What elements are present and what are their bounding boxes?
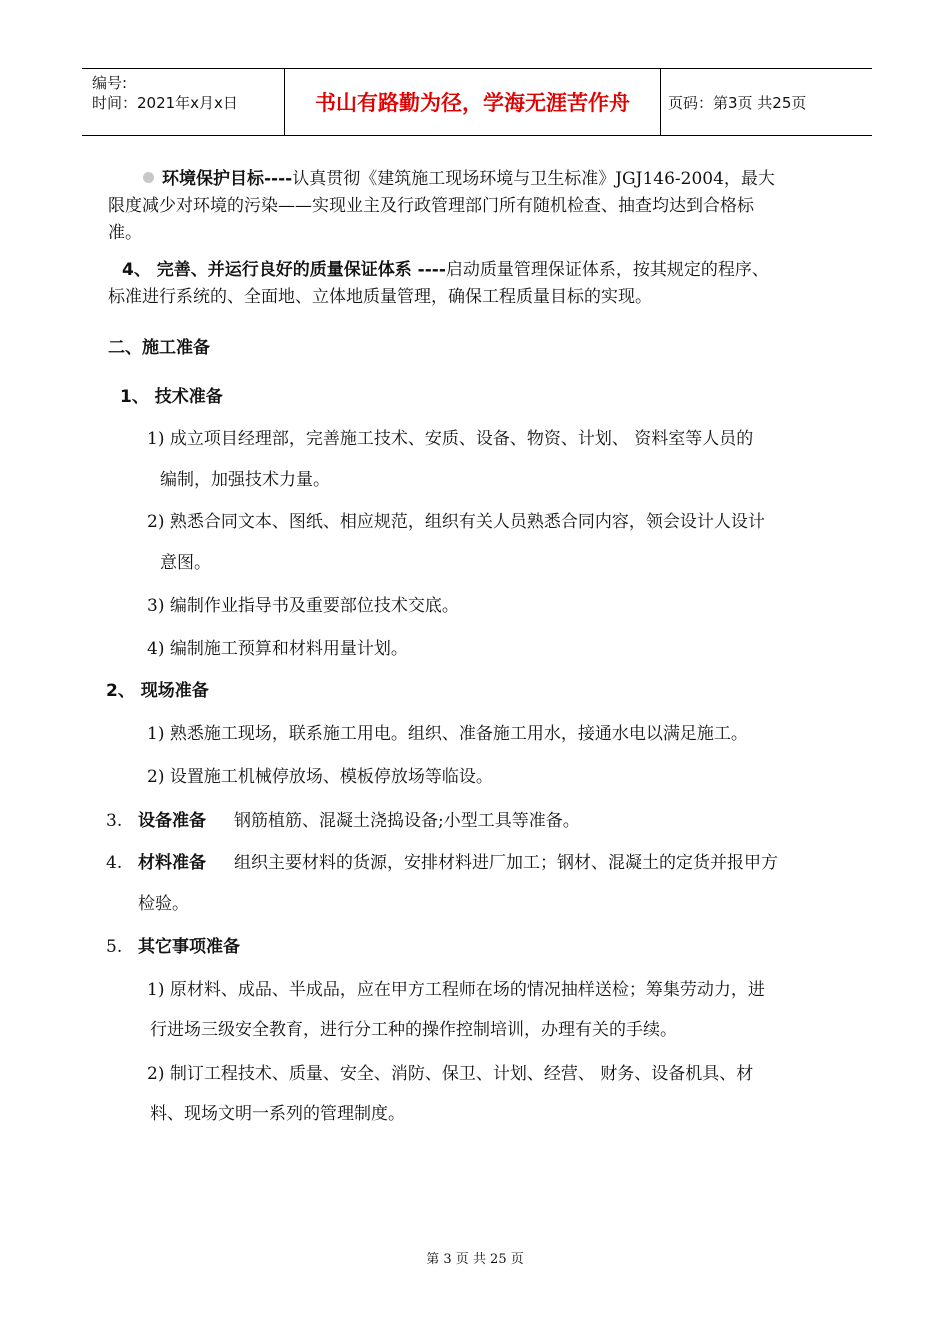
quality-system-title: 4、 完善、并运行良好的质量保证体系 ---- (122, 260, 446, 280)
list-item-continued: 料、现场文明一系列的管理制度。 (150, 1104, 405, 1124)
section-heading: 二、施工准备 (108, 338, 210, 358)
site-prep-heading: 2、 现场准备 (106, 681, 209, 701)
list-item: 3) 编制作业指导书及重要部位技术交底。 (147, 596, 459, 616)
page-footer: 第 3 页 共 25 页 (426, 1252, 524, 1267)
material-prep-line (106, 850, 778, 877)
header-meta (82, 69, 284, 135)
header-motto: 书山有路勤为径，学海无涯苦作舟 (315, 91, 630, 115)
other-prep-title: 其它事项准备 (138, 937, 240, 957)
material-prep-text: 检验。 (138, 894, 189, 914)
list-item-continued: 行进场三级安全教育，进行分工种的操作控制培训，办理有关的手续。 (150, 1020, 677, 1040)
list-item: 1) 熟悉施工现场，联系施工用电。组织、准备施工用水，接通水电以满足施工。 (147, 724, 748, 744)
env-goal-line (143, 166, 775, 193)
list-item-continued: 意图。 (160, 553, 211, 573)
equipment-prep-text: 钢筋植筋、混凝土浇捣设备;小型工具等准备。 (234, 811, 580, 831)
quality-system-text: 启动质量管理保证体系，按其规定的程序、 (445, 260, 769, 280)
list-item: 2) 制订工程技术、质量、安全、消防、保卫、计划、经营、 财务、设备机具、材 (147, 1064, 754, 1084)
number-label: 编号: (92, 74, 128, 92)
env-goal-text: 准。 (108, 223, 142, 243)
item-number: 3. (106, 811, 123, 831)
env-goal-text: 认真贯彻《建筑施工现场环境与卫生标准》JGJ146-2004，最大 (292, 169, 775, 189)
item-number: 5. (106, 937, 123, 957)
list-item: 1) 成立项目经理部，完善施工技术、安质、设备、物资、计划、 资料室等人员的 (147, 429, 754, 449)
material-prep-title: 材料准备 (138, 853, 206, 873)
list-item-continued: 编制，加强技术力量。 (160, 470, 330, 490)
list-item: 2) 设置施工机械停放场、模板停放场等临设。 (147, 767, 493, 787)
tech-prep-heading: 1、 技术准备 (120, 387, 223, 407)
bullet-icon (143, 172, 154, 183)
list-item: 2) 熟悉合同文本、图纸、相应规范，组织有关人员熟悉合同内容，领会设计人设计 (147, 512, 765, 532)
env-goal-title: 环境保护目标---- (162, 169, 293, 189)
page-header (82, 68, 872, 136)
equipment-prep-line (106, 808, 580, 835)
header-divider (660, 69, 661, 135)
list-item: 1) 原材料、成品、半成品，应在甲方工程师在场的情况抽样送检；筹集劳动力，进 (147, 980, 765, 1000)
item-number: 4. (106, 853, 123, 873)
env-goal-text: 限度减少对环境的污染——实现业主及行政管理部门所有随机检查、抽查均达到合格标 (108, 196, 754, 216)
equipment-prep-title: 设备准备 (138, 811, 206, 831)
material-prep-text: 组织主要材料的货源，安排材料进厂加工；钢材、混凝土的定货并报甲方 (234, 853, 778, 873)
header-page-info: 页码：第3页 共25页 (668, 93, 807, 112)
quality-system-line (122, 257, 769, 284)
quality-system-text: 标准进行系统的、全面地、立体地质量管理，确保工程质量目标的实现。 (108, 287, 652, 307)
time-label: 时间：2021年x月x日 (92, 94, 238, 112)
other-prep-line (106, 934, 240, 961)
list-item: 4) 编制施工预算和材料用量计划。 (147, 639, 408, 659)
